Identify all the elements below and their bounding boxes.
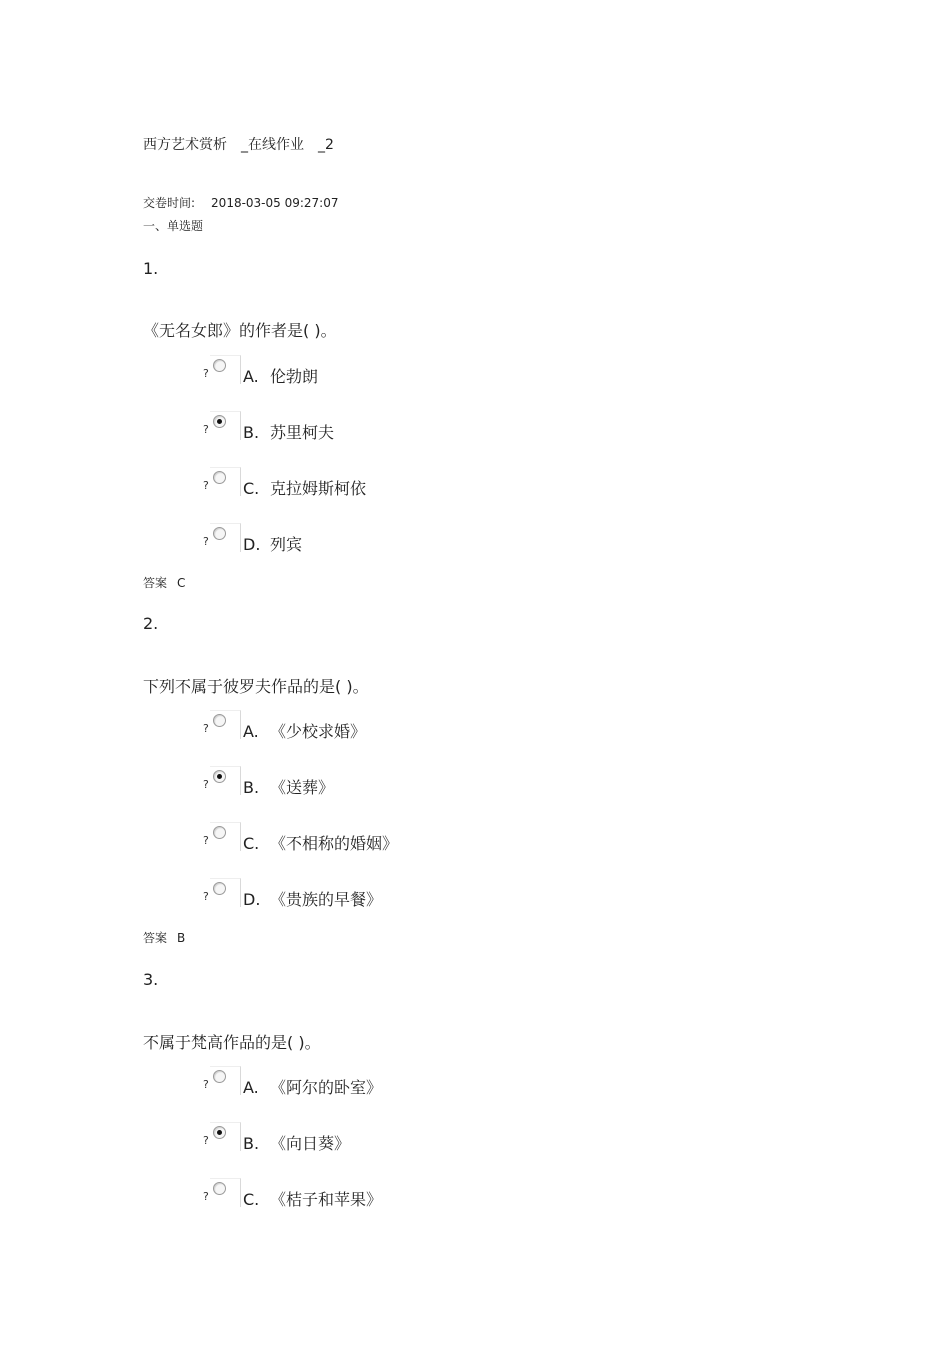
option-marker: ? — [203, 1078, 209, 1091]
option-text: 《贵族的早餐》 — [270, 890, 383, 909]
option-label — [243, 364, 318, 387]
option-letter: C. — [243, 1190, 260, 1209]
option-letter: B. — [243, 1134, 260, 1153]
radio-button[interactable] — [213, 1126, 226, 1139]
radio-cell — [210, 523, 241, 552]
assignment-number: _2 — [318, 137, 334, 153]
option-marker: ? — [203, 535, 209, 548]
answer-label: 答案 — [143, 931, 168, 945]
course-name: 西方艺术赏析 — [143, 137, 227, 153]
option-marker: ? — [203, 834, 209, 847]
radio-cell — [210, 1178, 241, 1207]
radio-button[interactable] — [213, 471, 226, 484]
radio-button[interactable] — [213, 1070, 226, 1083]
option-letter: A. — [243, 722, 259, 741]
option-label — [243, 1075, 382, 1098]
option-text: 伦勃朗 — [270, 367, 319, 386]
option-label — [243, 887, 382, 910]
option-label — [243, 420, 334, 443]
submit-time-value: 2018-03-05 09:27:07 — [211, 196, 339, 210]
answer-value: C — [177, 576, 186, 590]
submit-time-label: 交卷时间: — [143, 196, 196, 210]
answer-line — [143, 574, 185, 591]
radio-cell — [210, 878, 241, 907]
option-text: 苏里柯夫 — [270, 423, 335, 442]
radio-cell — [210, 467, 241, 496]
radio-button[interactable] — [213, 527, 226, 540]
option-label — [243, 1131, 350, 1154]
option-label — [243, 719, 366, 742]
question-text: 下列不属于彼罗夫作品的是( )。 — [143, 677, 369, 696]
radio-cell — [210, 766, 241, 795]
answer-label: 答案 — [143, 576, 168, 590]
option-label — [243, 831, 398, 854]
question-text: 不属于梵高作品的是( )。 — [143, 1033, 321, 1052]
radio-button[interactable] — [213, 415, 226, 428]
option-text: 《向日葵》 — [270, 1134, 351, 1153]
option-letter: D. — [243, 535, 261, 554]
radio-button[interactable] — [213, 1182, 226, 1195]
option-label — [243, 775, 334, 798]
option-text: 克拉姆斯柯依 — [270, 479, 367, 498]
question-number: 2. — [143, 614, 159, 633]
radio-cell — [210, 822, 241, 851]
option-label — [243, 532, 302, 555]
radio-cell — [210, 355, 241, 384]
option-label — [243, 1187, 382, 1210]
radio-button[interactable] — [213, 359, 226, 372]
option-text: 《送葬》 — [270, 778, 335, 797]
option-text: 列宾 — [270, 535, 303, 554]
option-marker: ? — [203, 1134, 209, 1147]
option-letter: C. — [243, 834, 260, 853]
radio-button[interactable] — [213, 826, 226, 839]
question-number: 1. — [143, 259, 159, 278]
radio-button[interactable] — [213, 770, 226, 783]
option-marker: ? — [203, 367, 209, 380]
option-text: 《桔子和苹果》 — [270, 1190, 383, 1209]
option-letter: C. — [243, 479, 260, 498]
option-letter: B. — [243, 778, 260, 797]
option-letter: D. — [243, 890, 261, 909]
option-letter: A. — [243, 1078, 259, 1097]
answer-line — [143, 929, 185, 946]
answer-value: B — [177, 931, 186, 945]
option-marker: ? — [203, 722, 209, 735]
option-text: 《少校求婚》 — [270, 722, 367, 741]
radio-button[interactable] — [213, 714, 226, 727]
radio-cell — [210, 710, 241, 739]
option-text: 《阿尔的卧室》 — [270, 1078, 383, 1097]
question-text: 《无名女郎》的作者是( )。 — [143, 321, 337, 340]
option-marker: ? — [203, 479, 209, 492]
radio-cell — [210, 411, 241, 440]
option-letter: B. — [243, 423, 260, 442]
option-marker: ? — [203, 890, 209, 903]
radio-cell — [210, 1066, 241, 1095]
option-label — [243, 476, 366, 499]
option-letter: A. — [243, 367, 259, 386]
option-marker: ? — [203, 778, 209, 791]
radio-cell — [210, 1122, 241, 1151]
option-marker: ? — [203, 1190, 209, 1203]
page-title — [143, 134, 334, 154]
assignment-name: _在线作业 — [241, 137, 304, 153]
question-number: 3. — [143, 970, 159, 989]
section-title: 一、单选题 — [143, 219, 204, 233]
option-marker: ? — [203, 423, 209, 436]
radio-button[interactable] — [213, 882, 226, 895]
option-text: 《不相称的婚姻》 — [270, 834, 399, 853]
submit-time-line — [143, 194, 339, 211]
